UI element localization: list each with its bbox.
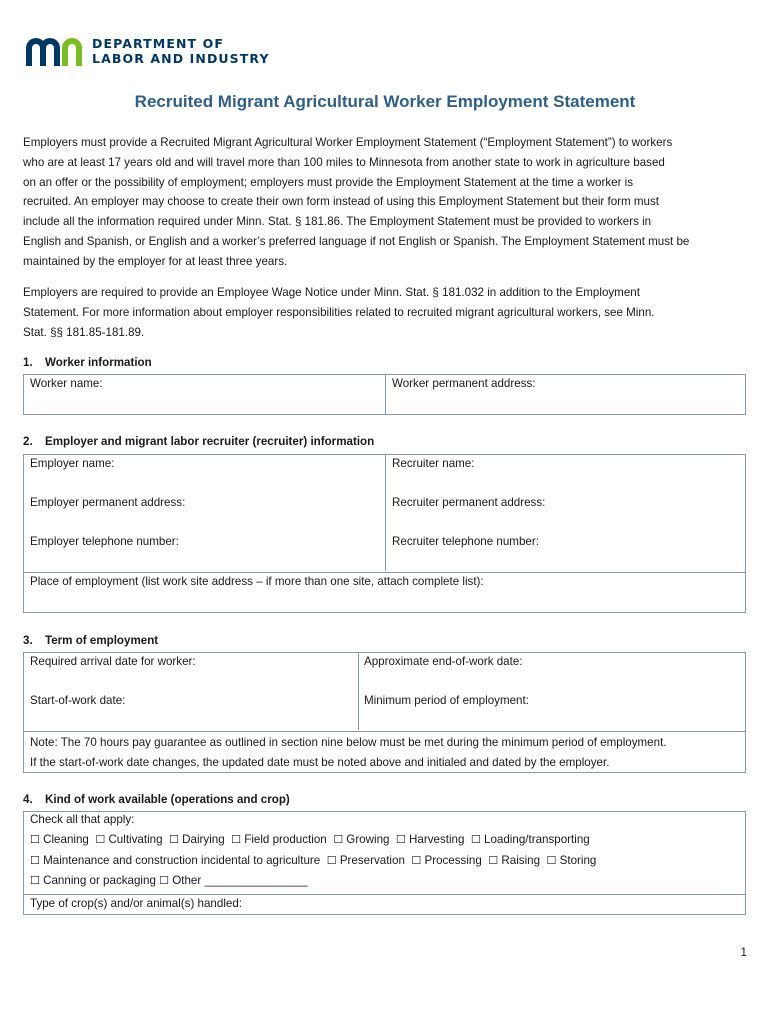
option-other[interactable]: ☐ Other ________________ [159,874,308,887]
worker-name-field[interactable]: Worker name: [30,377,103,390]
term-of-employment-table [23,652,746,773]
checkbox-icon[interactable]: ☐ [30,874,40,887]
option-canning-packaging[interactable]: ☐ Canning or packaging [30,874,156,887]
intro-paragraph-1 [23,133,749,272]
checkbox-icon[interactable]: ☐ [95,833,106,846]
intro-line: English and Spanish, or English and a worker’s preferred language if not English or Spanish. The Employment Statement must be [23,234,690,248]
check-all-label: Check all that apply: [30,813,135,826]
work-options-row-1 [30,833,590,846]
section-1-heading: 1. Worker information [23,356,152,369]
intro-paragraph-2 [23,283,749,342]
work-options-row-3 [30,874,308,887]
checkbox-icon[interactable]: ☐ [395,833,406,846]
intro-line: Stat. §§ 181.85-181.89. [23,325,145,339]
intro-line: Statement. For more information about employer responsibilities related to recruited migrant agricultural workers, see Minn. [23,305,655,319]
employer-phone-field[interactable]: Employer telephone number: [30,535,179,548]
option-field-production[interactable]: ☐ Field production [231,833,327,846]
intro-line: Employers are required to provide an Employee Wage Notice under Minn. Stat. § 181.032 in addition to the Employment [23,286,640,299]
option-growing[interactable]: ☐ Growing [333,833,390,846]
section-4-heading: 4. Kind of work available (operations and crop) [23,793,290,806]
crop-type-field[interactable]: Type of crop(s) and/or animal(s) handled: [30,897,243,910]
recruiter-phone-field[interactable]: Recruiter telephone number: [392,535,539,548]
arrival-date-field[interactable]: Required arrival date for worker: [30,655,196,668]
checkbox-icon[interactable]: ☐ [169,833,179,846]
checkbox-icon[interactable]: ☐ [30,833,40,846]
checkbox-icon[interactable]: ☐ [546,854,557,867]
end-date-field[interactable]: Approximate end-of-work date: [364,655,523,668]
worker-info-table [23,374,746,415]
checkbox-icon[interactable]: ☐ [30,854,40,867]
employer-info-table [23,454,746,613]
work-options-row-2 [30,854,596,867]
page-number: 1 [740,946,747,959]
checkbox-icon[interactable]: ☐ [411,854,422,867]
intro-line: Employers must provide a Recruited Migrant Agricultural Worker Employment Statement (“Employment Statement”) to workers [23,136,673,149]
option-harvesting[interactable]: ☐ Harvesting [395,833,465,846]
place-of-employment-field[interactable]: Place of employment (list work site address – if more than one site, attach complete list): [30,575,484,588]
employer-address-field[interactable]: Employer permanent address: [30,496,186,509]
logo-line-2: LABOR AND INDUSTRY [92,51,270,66]
option-maintenance[interactable]: ☐ Maintenance and construction incidental to agriculture [30,854,321,867]
intro-line: include all the information required under Minn. Stat. § 181.86. The Employment Statement must be provided to workers in [23,215,652,229]
mn-dli-logo [24,36,270,66]
worker-address-field[interactable]: Worker permanent address: [392,377,536,390]
intro-line: maintained by the employer for at least three years. [23,254,288,268]
option-raising[interactable]: ☐ Raising [488,854,541,867]
start-date-field[interactable]: Start-of-work date: [30,694,126,707]
option-loading-transporting[interactable]: ☐ Loading/transporting [470,833,590,846]
intro-line: on an offer or the possibility of employment; employers must provide the Employment Statement at the time a worker is [23,175,634,189]
option-processing[interactable]: ☐ Processing [411,854,482,867]
intro-line: who are at least 17 years old and will travel more than 100 miles to Minnesota from another state to work in agriculture based [23,155,665,169]
mn-logo-icon [24,36,86,66]
recruiter-address-field[interactable]: Recruiter permanent address: [392,496,546,509]
term-note [30,733,667,772]
checkbox-icon[interactable]: ☐ [159,874,170,887]
recruiter-name-field[interactable]: Recruiter name: [392,457,475,470]
checkbox-icon[interactable]: ☐ [333,833,344,846]
note-line: Note: The 70 hours pay guarantee as outlined in section nine below must be met during the minimum period of employment. [30,736,667,749]
logo-line-1: DEPARTMENT OF [92,36,224,51]
note-line: If the start-of-work date changes, the updated date must be noted above and initialed and dated by the employer. [30,755,610,769]
option-dairying[interactable]: ☐ Dairying [169,833,225,846]
section-3-heading: 3. Term of employment [23,634,159,647]
checkbox-icon[interactable]: ☐ [231,833,241,846]
intro-line: recruited. An employer may choose to create their own form instead of using this Employment Statement but their form must [23,195,660,209]
logo-text [92,36,270,66]
checkbox-icon[interactable]: ☐ [326,854,337,867]
section-2-heading: 2. Employer and migrant labor recruiter (recruiter) information [23,435,375,448]
min-period-field[interactable]: Minimum period of employment: [364,694,529,707]
option-storing[interactable]: ☐ Storing [546,854,597,867]
option-preservation[interactable]: ☐ Preservation [326,854,405,867]
kind-of-work-table [23,811,746,915]
option-cleaning[interactable]: ☐ Cleaning [30,833,89,846]
checkbox-icon[interactable]: ☐ [470,833,481,846]
employer-name-field[interactable]: Employer name: [30,457,115,470]
document-title: Recruited Migrant Agricultural Worker Employment Statement [134,92,636,111]
option-cultivating[interactable]: ☐ Cultivating [95,833,163,846]
checkbox-icon[interactable]: ☐ [488,854,499,867]
